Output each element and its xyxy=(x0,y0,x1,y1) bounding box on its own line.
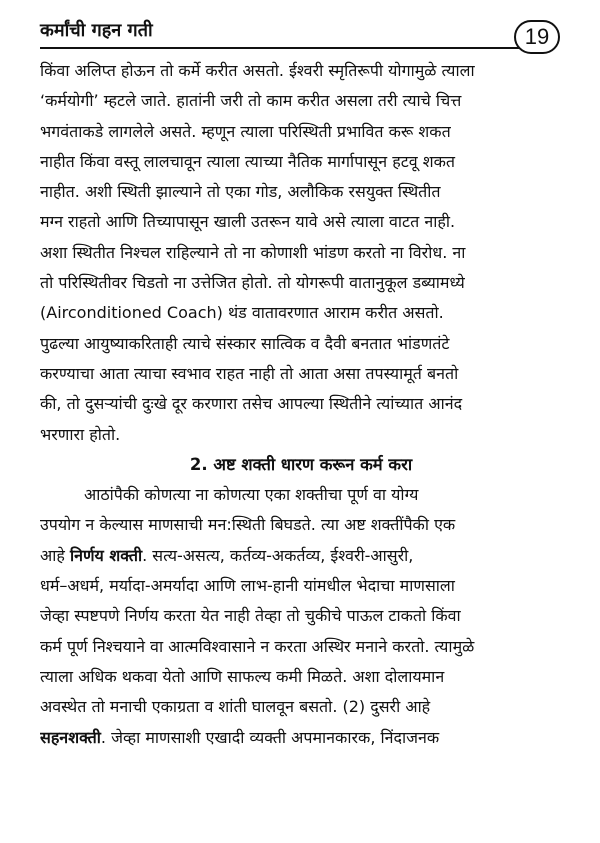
text-fragment: . जेव्हा माणसाशी एखादी व्यक्ती अपमानकारक, निंदाजनक xyxy=(100,727,440,747)
text-line: भरणारा होतो. xyxy=(40,424,121,444)
text-fragment: . सत्य-असत्य, कर्तव्य-अकर्तव्य, ईश्वरी-आसुरी, xyxy=(142,545,414,565)
header-rule xyxy=(40,47,524,49)
text-fragment: आहे xyxy=(40,545,70,565)
text-line: अवस्थेत तो मनाची एकाग्रता व शांती घालवून बसतो. (2) दुसरी आहे xyxy=(40,697,431,717)
section-heading: 2. अष्ट शक्ती धारण करून कर्म करा xyxy=(189,454,413,474)
text-line: भगवंताकडे लागलेले असते. म्हणून त्याला परिस्थिती प्रभावित करू शकत xyxy=(40,121,451,141)
text-line: उपयोग न केल्यास माणसाची मन:स्थिती बिघडते. त्या अष्ट शक्तींपैकी एक xyxy=(40,515,456,535)
page-number: 19 xyxy=(514,20,560,54)
text-line xyxy=(40,541,562,571)
emphasis-term: सहनशक्ती xyxy=(40,727,101,747)
text-line: तो परिस्थितीवर चिडतो ना उत्तेजित होतो. तो योगरूपी वातानुकूल डब्यामध्ये xyxy=(40,273,465,293)
text-line: कर्म पूर्ण निश्चयाने वा आत्मविश्वासाने न करता अस्थिर मनाने करतो. त्यामुळे xyxy=(40,636,475,656)
text-line: (Airconditioned Coach) थंड वातावरणात आराम करीत असतो. xyxy=(40,303,444,323)
text-line: मग्न राहतो आणि तिच्यापासून खाली उतरून यावे असे त्याला वाटत नाही. xyxy=(40,212,456,232)
running-title: कर्मांची गहन गती xyxy=(40,20,153,41)
page-header xyxy=(40,18,560,48)
text-line: धर्म–अधर्म, मर्यादा-अमर्यादा आणि लाभ-हानी यांमधील भेदाचा माणसाला xyxy=(40,576,455,596)
text-line: आठांपैकी कोणत्या ना कोणत्या एका शक्तीचा पूर्ण वा योग्य xyxy=(84,485,419,505)
emphasis-term: निर्णय शक्ती xyxy=(69,545,143,565)
text-line: की, तो दुसऱ्यांची दुःखे दूर करणारा तसेच आपल्या स्थितीने त्यांच्यात आनंद xyxy=(40,394,463,414)
body-text xyxy=(40,56,562,753)
text-line: जेव्हा स्पष्टपणे निर्णय करता येत नाही तेव्हा तो चुकीचे पाऊल टाकतो किंवा xyxy=(40,606,461,626)
text-line: नाहीत. अशी स्थिती झाल्याने तो एका गोड, अलौकिक रसयुक्त स्थितीत xyxy=(40,182,441,202)
text-line: पुढल्या आयुष्याकरिताही त्याचे संस्कार सात्विक व दैवी बनतात भांडणतंटे xyxy=(40,333,450,353)
text-line: त्याला अधिक थकवा येतो आणि साफल्य कमी मिळते. अशा दोलायमान xyxy=(40,666,445,686)
text-line: ‘कर्मयोगी’ म्हटले जाते. हातांनी जरी तो काम करीत असला तरी त्याचे चित्त xyxy=(40,91,462,111)
text-line xyxy=(40,723,562,753)
text-line: किंवा अलिप्त होऊन तो कर्मे करीत असतो. ईश्वरी स्मृतिरूपी योगामुळे त्याला xyxy=(40,61,475,80)
text-line: नाहीत किंवा वस्तू लालचावून त्याला त्याच्या नैतिक मार्गापासून हटवू शकत xyxy=(40,151,456,171)
text-line: अशा स्थितीत निश्चल राहिल्याने तो ना कोणाशी भांडण करतो ना विरोध. ना xyxy=(40,242,466,262)
text-line: करण्याचा आता त्याचा स्वभाव राहत नाही तो आता असा तपस्यामूर्त बनतो xyxy=(40,363,459,383)
